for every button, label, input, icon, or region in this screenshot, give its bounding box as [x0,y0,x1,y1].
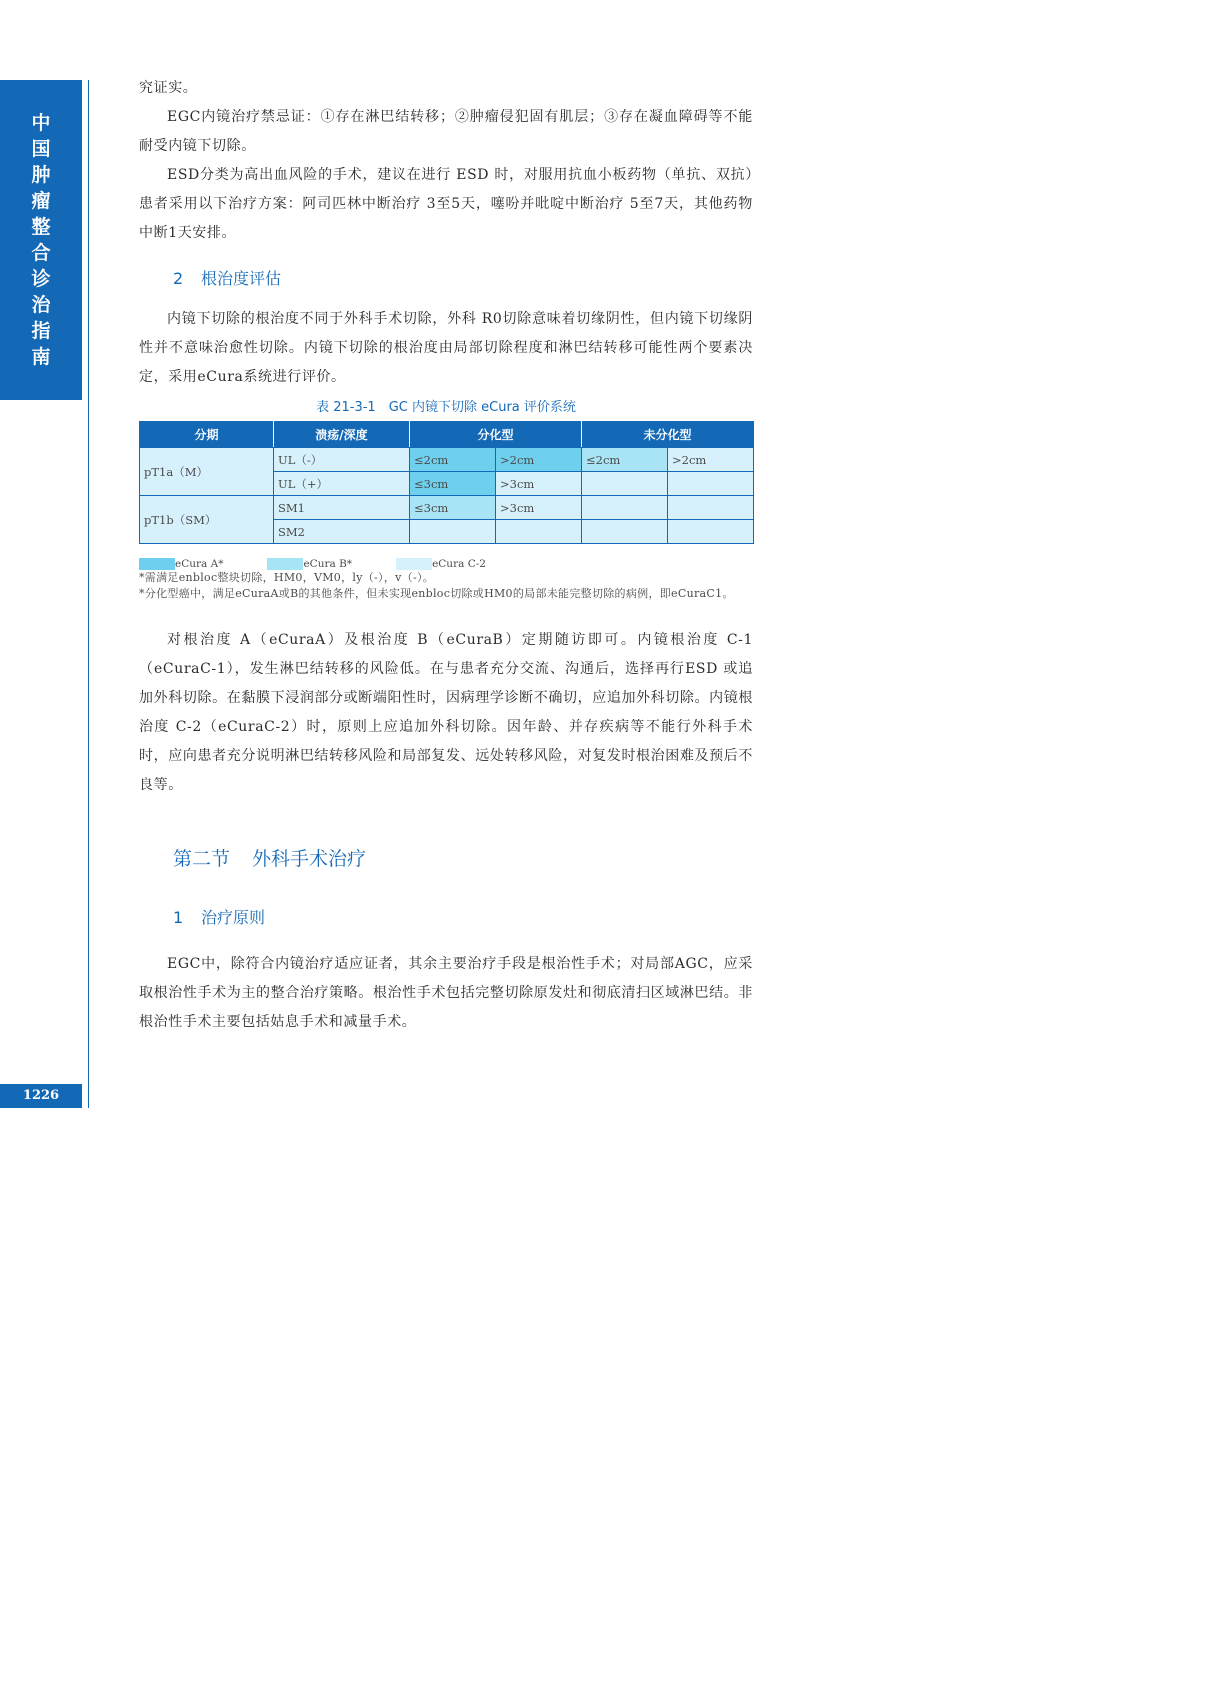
legend-label: eCura C-2 [432,558,486,570]
subheading [173,266,753,289]
book-title-char: 指 [31,320,51,342]
legend-swatch [396,558,432,570]
table-cell: ≤2cm [410,448,496,472]
table-header-row [140,422,754,448]
book-title-char: 合 [31,242,51,264]
subheading-number: 2 [173,269,184,288]
legend-item [396,558,486,570]
legend-swatch [267,558,303,570]
book-title-tab [0,80,82,400]
table-cell [582,520,668,544]
table-cell: UL（+） [274,472,410,496]
column-header: 分期 [140,422,274,448]
section-number: 第二节 [173,848,231,870]
table-cell: >3cm [496,496,582,520]
book-title-char: 瘤 [31,190,51,212]
table-cell [496,520,582,544]
legend-item [139,558,223,570]
table-row [140,496,754,520]
column-header: 溃疡/深度 [274,422,410,448]
table-cell: >2cm [496,448,582,472]
table-cell: >3cm [496,472,582,496]
book-title-char: 中 [31,112,51,134]
paragraph: 究证实。 [139,80,198,96]
book-title-char: 肿 [31,164,51,186]
subheading-text: 根治度评估 [201,269,282,288]
table-cell [582,472,668,496]
subheading [173,905,753,928]
paragraph: EGC内镜治疗禁忌证：①存在淋巴结转移；②肿瘤侵犯固有肌层；③存在凝血障碍等不能耐受内镜下切除。 [139,109,753,154]
table-cell: >2cm [668,448,754,472]
paragraph: ESD分类为高出血风险的手术，建议在进行 ESD 时，对服用抗血小板药物（单抗、双抗）患者采用以下治疗方案：阿司匹林中断治疗 3至5天，噻吩并吡啶中断治疗 5至7天，其他药物中断1天安排。 [139,167,753,241]
section-text: 外科手术治疗 [252,848,367,870]
book-title-char: 治 [31,294,51,316]
table-legend [139,558,753,570]
table-cell: ≤3cm [410,496,496,520]
table-cell: SM2 [274,520,410,544]
book-title-char: 诊 [31,268,51,290]
paragraph: 内镜下切除的根治度不同于外科手术切除，外科 R0切除意味着切缘阴性，但内镜下切缘阴性并不意味治愈性切除。内镜下切除的根治度由局部切除程度和淋巴结转移可能性两个要素决定，采用eCura系统进行评价。 [139,311,753,385]
subheading-text: 治疗原则 [201,908,266,927]
table-cell: ≤2cm [582,448,668,472]
page-content [139,74,753,1037]
table-cell: UL（-） [274,448,410,472]
page-number: 1226 [0,1084,82,1108]
table-note: *需满足enbloc整块切除，HM0，VM0，ly（-），v（-）。 [139,571,435,584]
table-cell: ≤3cm [410,472,496,496]
book-title-char: 南 [31,346,51,368]
ecura-table [139,421,754,544]
table-cell [668,472,754,496]
legend-label: eCura A* [175,558,224,570]
book-title-char: 国 [31,138,51,160]
table-cell [410,520,496,544]
table-cell [668,520,754,544]
table-notes [139,570,753,602]
legend-swatch [139,558,175,570]
table-caption: 表 21-3-1 GC 内镜下切除 eCura 评价系统 [316,400,576,415]
paragraph: EGC中，除符合内镜治疗适应证者，其余主要治疗手段是根治性手术；对局部AGC，应采取根治性手术为主的整合治疗策略。根治性手术包括完整切除原发灶和彻底清扫区域淋巴结。非根治性手术主要包括姑息手术和减量手术。 [139,956,753,1030]
legend-label: eCura B* [303,558,353,570]
paragraph: 对根治度 A（eCuraA）及根治度 B（eCuraB）定期随访即可。内镜根治度 C-1（eCuraC-1），发生淋巴结转移的风险低。在与患者充分交流、沟通后，选择再行ESD 或追加外科切除。在黏膜下浸润部分或断端阳性时，因病理学诊断不确切，应追加外科切除。内镜根治度 C-2（eCuraC-2）时，原则上应追加外科切除。因年龄、并存疾病等不能行外科手术时，应向患者充分说明淋巴结转移风险和局部复发、远处转移风险，对复发时根治困难及预后不良等。 [139,632,753,793]
margin-rule [88,80,89,1108]
legend-item [267,558,352,570]
column-header: 分化型 [410,422,582,448]
section-title [173,844,753,871]
column-header: 未分化型 [582,422,754,448]
table-cell: SM1 [274,496,410,520]
table-cell: pT1b（SM） [140,496,274,544]
book-title-char: 整 [31,216,51,238]
table-cell: pT1a（M） [140,448,274,496]
table-note: *分化型癌中，满足eCuraA或B的其他条件，但未实现enbloc切除或HM0的局部未能完整切除的病例，即eCuraC1。 [139,587,734,600]
table-cell [668,496,754,520]
table-cell [582,496,668,520]
subheading-number: 1 [173,908,184,927]
table-row [140,448,754,472]
